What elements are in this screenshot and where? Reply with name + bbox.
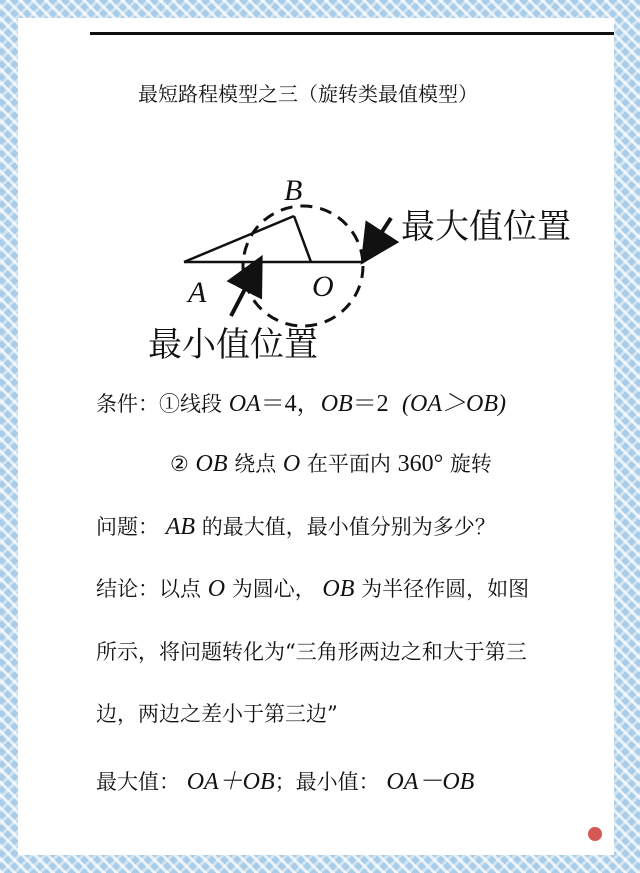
min-position-arrow (231, 262, 259, 316)
max-prefix: 最大值： (96, 770, 180, 794)
rotation-diagram (136, 156, 596, 366)
question-prefix: 问题： (96, 515, 159, 539)
result-line: 最大值： OA＋OB；最小值： OA－OB (96, 769, 475, 795)
max-value: OA＋OB (186, 769, 275, 795)
dashed-circle (243, 206, 363, 326)
label-b: B (284, 174, 303, 207)
condition-2-marker: ② (170, 452, 189, 476)
min-position-label: 最小值位置 (148, 325, 318, 365)
condition-1: 条件：①线段 OA＝4，OB＝2 (OA＞OB) (96, 391, 507, 417)
question: 问题： AB 的最大值，最小值分别为多少？ (96, 514, 496, 540)
document-page (18, 18, 614, 855)
conclusion-prefix: 结论： (96, 577, 159, 601)
conclusion-line-1: 结论：以点 O 为圆心， OB 为半径作圆，如图 (96, 576, 530, 602)
max-position-arrow (365, 218, 391, 258)
condition-prefix: 条件： (96, 392, 159, 416)
top-rule (90, 32, 614, 35)
condition-1-marker: ① (159, 392, 180, 416)
label-o: O (312, 270, 334, 303)
seal-icon (588, 827, 602, 841)
max-position-label: 最大值位置 (401, 207, 571, 247)
segment-ob (294, 216, 311, 262)
segment-ab (184, 216, 294, 262)
condition-2: ② OB 绕点 O 在平面内 360° 旋转 (170, 451, 492, 477)
label-a: A (188, 276, 207, 309)
conclusion-line-2: 所示，将问题转化为“三角形两边之和大于第三 (96, 640, 527, 664)
page-title: 最短路程模型之三（旋转类最值模型） (138, 82, 478, 106)
min-prefix: 最小值： (295, 770, 380, 794)
min-value: OA－OB (386, 769, 475, 795)
conclusion-line-3: 边，两边之差小于第三边” (96, 702, 338, 726)
